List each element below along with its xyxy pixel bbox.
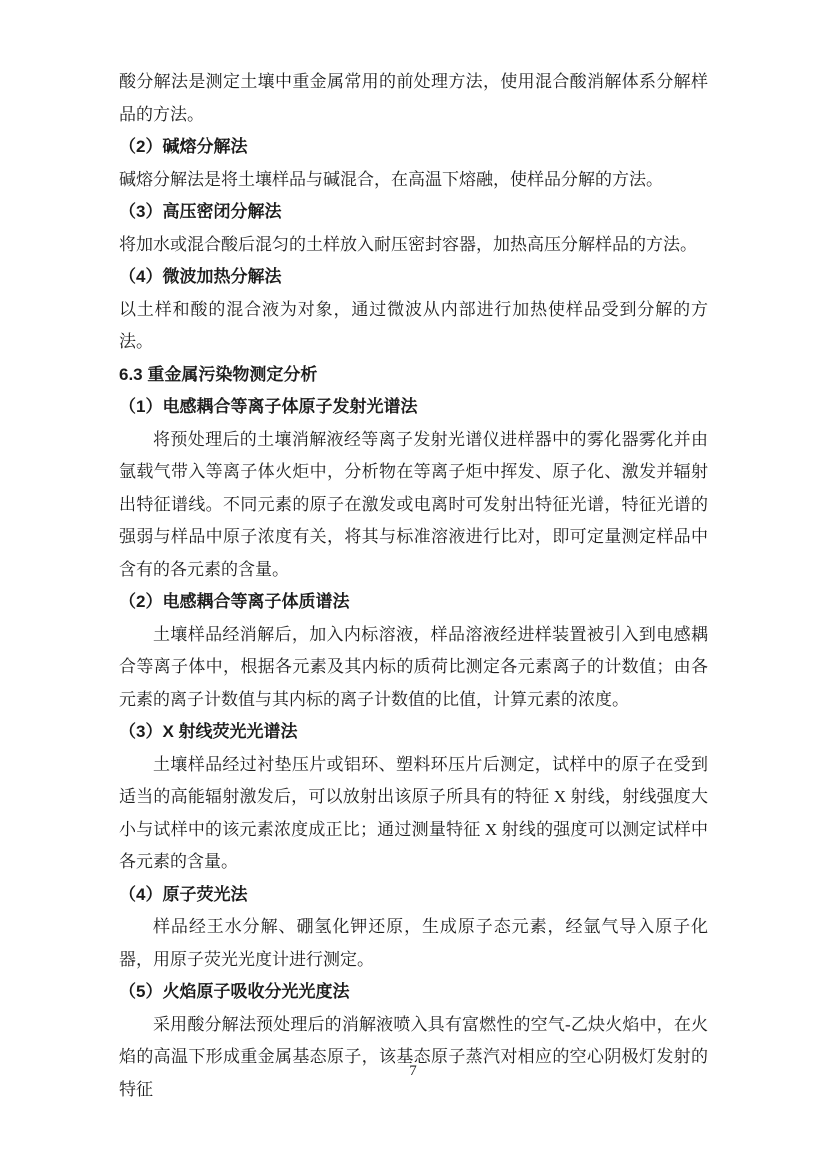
- body: 土壤样品经过衬垫压片或铝环、塑料环压片后测定，试样中的原子在受到适当的高能辐射激发后，可以放射出该原子所具有的特征 X 射线，射线强度大小与试样中的该元素浓度成正比；通过测量特征 X 射线的强度可以测定试样中各元素的含量。: [119, 754, 708, 871]
- method-heading: （3）X 射线荧光光谱法: [119, 722, 298, 741]
- method-heading: （4）微波加热分解法: [119, 267, 282, 286]
- page-number: 7: [409, 1063, 417, 1079]
- body: 酸分解法是测定土壤中重金属常用的前处理方法，使用混合酸消解体系分解样品的方法。: [119, 72, 708, 124]
- body: 将预处理后的土壤消解液经等离子发射光谱仪进样器中的雾化器雾化并由氩载气带入等离子体火炬中，分析物在等离子炬中挥发、原子化、激发并辐射出特征谱线。不同元素的原子在激发或电离时可发射出特征光谱，特征光谱的强弱与样品中原子浓度有关，将其与标准溶液进行比对，即可定量测定样品中含有的各元素的含量。: [119, 429, 708, 579]
- body: 土壤样品经消解后，加入内标溶液，样品溶液经进样装置被引入到电感耦合等离子体中，根据各元素及其内标的质荷比测定各元素离子的计数值；由各元素的离子计数值与其内标的离子计数值的比值，计算元素的浓度。: [119, 624, 708, 709]
- method-heading: （4）原子荧光法: [119, 884, 248, 904]
- body: 样品经王水分解、硼氢化钾还原，生成原子态元素，经氩气导入原子化器，用原子荧光光度计进行测定。: [119, 917, 708, 969]
- method-heading: （2）碱熔分解法: [119, 137, 248, 156]
- method-heading: （5）火焰原子吸收分光光度法: [119, 982, 350, 1001]
- method-heading: （1）电感耦合等离子体原子发射光谱法: [119, 397, 418, 416]
- body: 碱熔分解法是将土壤样品与碱混合，在高温下熔融，使样品分解的方法。: [119, 169, 663, 189]
- body: 将加水或混合酸后混匀的土样放入耐压密封容器，加热高压分解样品的方法。: [119, 234, 697, 254]
- body: 采用酸分解法预处理后的消解液喷入具有富燃性的空气-乙炔火焰中，在火焰的高温下形成重金属基态原子，该基态原子蒸汽对相应的空心阴极灯发射的特征: [119, 1014, 708, 1099]
- method-heading: （2）电感耦合等离子体质谱法: [119, 592, 350, 611]
- section-heading: 6.3 重金属污染物测定分析: [119, 364, 318, 384]
- method-heading: （3）高压密闭分解法: [119, 202, 282, 221]
- body: 以土样和酸的混合液为对象，通过微波从内部进行加热使样品受到分解的方法。: [119, 299, 708, 351]
- text-blocks: [119, 66, 708, 1106]
